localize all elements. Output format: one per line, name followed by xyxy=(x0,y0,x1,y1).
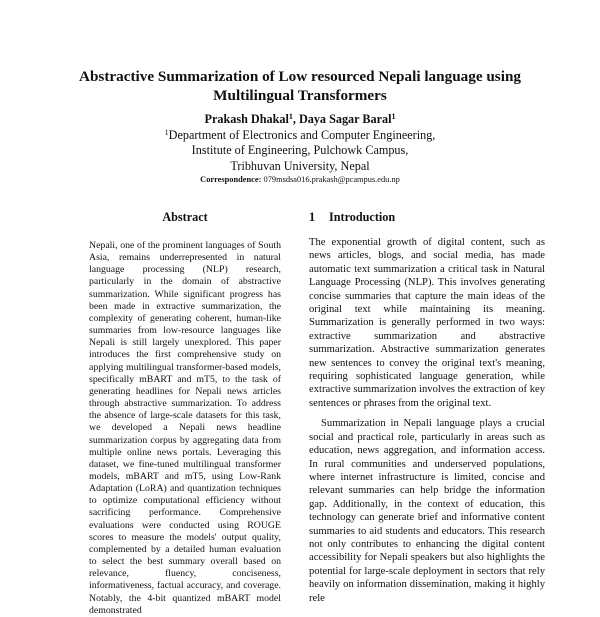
paper-title: Abstractive Summarization of Low resourced Nepali language using Multilingual Transformers xyxy=(79,68,521,104)
abstract-body xyxy=(89,240,281,617)
section-title: Introduction xyxy=(329,210,396,224)
correspondence-label: Correspondence: xyxy=(200,175,262,184)
intro-paragraph-2: Summarization in Nepali language plays a crucial social and practical role, particularly in areas such as education, news aggregation, and information access. In rural communities and underserved populations, where internet infrastructure is limited, concise and relevant summaries can help bridge the information gap. Additionally, in the context of education, this technology can generate brief and informative content summaries to aid students and educators. This research not only contributes to enhancing the digital content accessibility for Nepali speakers but also highlights the potential for large-scale deployment in sectors that rely heavily on information dissemination, making it highly rele xyxy=(309,418,545,604)
author-2-name: Daya Sagar Baral xyxy=(298,112,392,126)
affiliation-mark: 1 xyxy=(164,127,169,137)
author-1-name: Prakash Dhakal xyxy=(204,112,289,126)
affiliation-line-1 xyxy=(60,128,540,144)
author-line xyxy=(60,112,540,128)
correspondence-line xyxy=(60,174,540,185)
introduction-body xyxy=(309,236,545,612)
author-1-affiliation-mark: 1 xyxy=(288,112,293,121)
affiliation-department: Department of Electronics and Computer Engineering, xyxy=(168,127,436,142)
abstract-heading: Abstract xyxy=(162,210,208,224)
abstract-text: Nepali, one of the prominent languages of South Asia, remains underrepresented in natural language processing (NLP) research, particularly in the domain of abstractive summarization. While significant progress has been made in extractive summarization, the complexity of generating coherent, human-like summaries from low-resource languages like Nepali is still largely unexplored. This paper introduces the first comprehensive study on applying multilingual transformer-based models, specifically mBART and mT5, to the task of generating headlines for Nepali news articles through abstractive summarization. To address the absence of large-scale datasets for this task, we developed a Nepali news headline summarization corpus by aggregating data from multiple online news portals. Leveraging this dataset, we fine-tuned multilingual transformer models, mBART and mT5, using Low-Rank Adaptation (LoRA) and quantization techniques to optimize computational efficiency without sacrificing performance. Comprehensive evaluations were conducted using ROUGE scores to measure the models' output quality, complemented by a detailed human evaluation to select the best summary overall based on relevance, fluency, conciseness, informativeness, factual accuracy, and coverage. Notably, the 4-bit quantized mBART model demonstrated xyxy=(89,240,281,616)
author-2-affiliation-mark: 1 xyxy=(391,112,396,121)
section-number: 1 xyxy=(309,210,316,224)
intro-paragraph-1: The exponential growth of digital content, such as news articles, blogs, and social media, has made automatic text summarization a critical task in Natural Language Processing (NLP). This involves generating concise summaries that capture the main ideas of the original text while maintaining its meaning. Summarization is generally performed in two ways: extractive summarization and abstractive summarization. Abstractive summarization generates new sentences to convey the original text's meaning, requiring sophisticated language generation, while extractive summarization involves the extraction of key sentences or phrases from the original text. xyxy=(309,237,545,409)
affiliation-line-3: Tribhuvan University, Nepal xyxy=(230,158,370,173)
section-heading-introduction xyxy=(309,210,549,225)
affiliation-line-2: Institute of Engineering, Pulchowk Campus, xyxy=(191,143,409,157)
author-separator: , xyxy=(292,112,299,126)
author-block xyxy=(60,112,540,174)
correspondence-email[interactable]: 079msdsa016.prakash@pcampus.edu.np xyxy=(263,175,400,184)
